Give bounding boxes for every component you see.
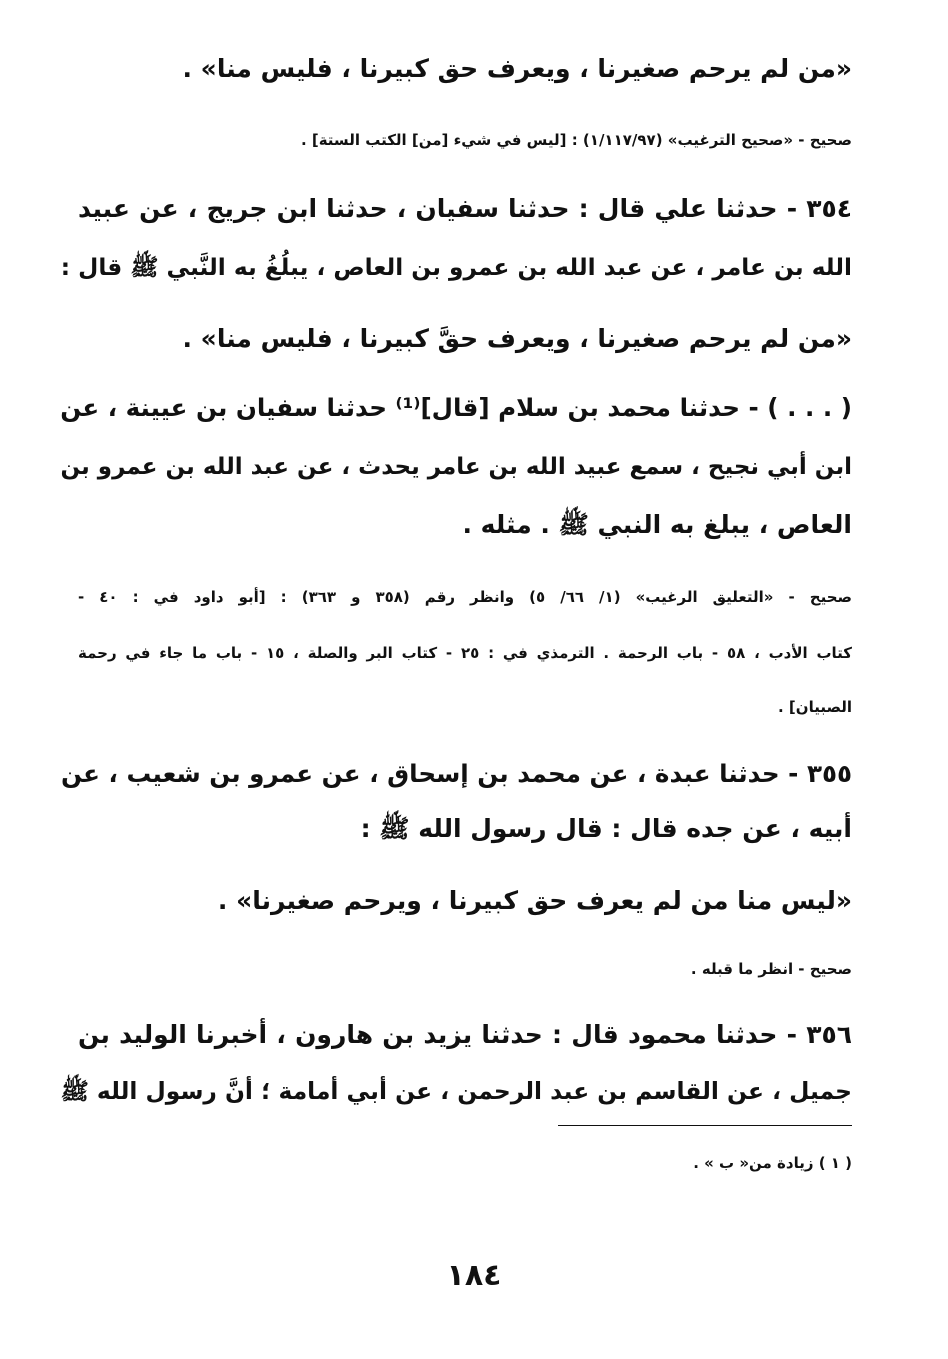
hadith-356-line-1: ٣٥٦ - حدثنا محمود قال : حدثنا يزيد بن هارون ، أخبرنا الوليد بن bbox=[78, 1020, 852, 1049]
grading-note-line-2: كتاب الأدب ، ٥٨ - باب الرحمة . الترمذي في : ٢٥ - كتاب البر والصلة ، ١٥ - باب ما جاء في رحمة bbox=[78, 644, 853, 662]
hadith-chain-line-3: العاص ، يبلغ به النبي ﷺ . مثله . bbox=[462, 510, 852, 539]
footnote: ( ١ ) زيادة من« ب » . bbox=[693, 1154, 852, 1172]
grading-note: صحيح - «صحيح الترغيب» (١/١١٧/٩٧) : [ليس في شيء [من] الكتب الستة] . bbox=[300, 131, 852, 149]
hadith-chain-line-2: ابن أبي نجيح ، سمع عبيد الله بن عامر يحدث ، عن عبد الله بن عمرو بن bbox=[60, 454, 852, 480]
hadith-text-line: «ليس منا من لم يعرف حق كبيرنا ، ويرحم صغيرنا» . bbox=[217, 886, 852, 915]
hadith-354-line-2: الله بن عامر ، عن عبد الله بن عمرو بن العاص ، يبلُغُ به النَّبي ﷺ قال : bbox=[60, 254, 852, 281]
grading-note-line-1: صحيح - «التعليق الرغيب» (١/ ٦٦/ ٥) وانظر رقم (٣٥٨ و ٣٦٣) : [أبو داود في : ٤٠ - bbox=[78, 588, 853, 606]
hadith-355-line-1: ٣٥٥ - حدثنا عبدة ، عن محمد بن إسحاق ، عن عمرو بن شعيب ، عن bbox=[61, 759, 852, 788]
grading-note-line-3: الصبيان] . bbox=[777, 698, 852, 716]
hadith-354-line-1: ٣٥٤ - حدثنا علي قال : حدثنا سفيان ، حدثنا ابن جريج ، عن عبيد bbox=[78, 194, 852, 223]
footnote-divider bbox=[558, 1125, 852, 1126]
hadith-text-line: «من لم يرحم صغيرنا ، ويعرف حق كبيرنا ، فليس منا» . bbox=[182, 54, 852, 83]
hadith-text-line: «من لم يرحم صغيرنا ، ويعرف حقَّ كبيرنا ، فليس منا» . bbox=[182, 324, 852, 353]
hadith-chain-line-1: ( . . . ) - حدثنا محمد بن سلام [قال]⁽¹⁾ حدثنا سفيان بن عيينة ، عن bbox=[60, 393, 852, 422]
page-number: ١٨٤ bbox=[446, 1258, 502, 1293]
grading-note: صحيح - انظر ما قبله . bbox=[690, 960, 852, 978]
hadith-355-line-2: أبيه ، عن جده قال : قال رسول الله ﷺ : bbox=[360, 814, 852, 843]
hadith-356-line-2: جميل ، عن القاسم بن عبد الرحمن ، عن أبي أمامة ؛ أنَّ رسول الله ﷺ bbox=[60, 1077, 852, 1105]
